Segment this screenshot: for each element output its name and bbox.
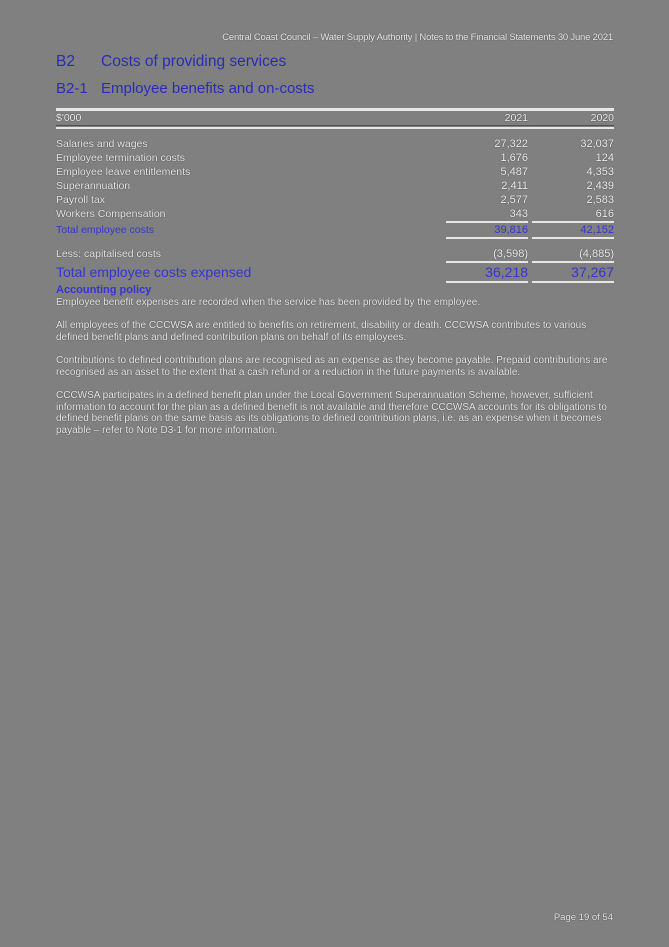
section-title: Costs of providing services <box>101 53 287 70</box>
accounting-policy <box>56 285 616 448</box>
table-row <box>56 179 614 193</box>
value-2020: 4,353 <box>586 166 614 178</box>
total-2021: 39,816 <box>494 224 528 236</box>
row-label: Payroll tax <box>56 194 106 206</box>
grand-total-2021: 36,218 <box>485 264 528 280</box>
policy-paragraph: CCCWSA participates in a defined benefit plan under the Local Government Superannuation Scheme, however, sufficient information to account for the plan as a defined benefit is not available and therefore CCCWSA accounts for its obligations to defined benefit plans on the same basis as its obligations to defined contribution plans, i.e. as an expense when it becomes payable – refer to Note D3-1 for more information. <box>56 390 607 436</box>
policy-paragraph: Employee benefit expenses are recorded when the service has been provided by the employee. <box>56 296 481 308</box>
section-heading <box>56 53 286 71</box>
grand-total-label: Total employee costs expensed <box>56 264 252 280</box>
value-2021: (3,598) <box>493 248 528 260</box>
row-label: Salaries and wages <box>56 138 148 150</box>
value-2020: 2,583 <box>586 194 614 206</box>
less-capitalised-row <box>56 247 614 261</box>
value-2020: 2,439 <box>586 180 614 192</box>
policy-paragraph: All employees of the CCCWSA are entitled to benefits on retirement, disability or death. CCCWSA contributes to various defined benefit plans and defined contribution plans on behalf of its employees. <box>56 320 587 343</box>
value-2021: 27,322 <box>494 138 528 150</box>
value-2021: 1,676 <box>500 152 528 164</box>
table-header-row <box>56 111 614 126</box>
subsection-heading <box>56 80 314 97</box>
table-row <box>56 193 614 207</box>
total-row <box>56 223 614 237</box>
value-2021: 2,411 <box>501 180 528 192</box>
grand-total-row <box>56 263 614 281</box>
value-2021: 343 <box>509 208 528 220</box>
policy-paragraph: Contributions to defined contribution plans are recognised as an expense as they become payable. Prepaid contributions are recognised as an asset to the extent that a cash refund or a reduction in the future payments is available. <box>56 355 608 378</box>
policy-title: Accounting policy <box>56 284 152 296</box>
value-2020: 32,037 <box>580 138 614 150</box>
total-label: Total employee costs <box>56 224 155 236</box>
row-label: Employee leave entitlements <box>56 166 191 178</box>
value-2020: (4,885) <box>579 248 614 260</box>
section-number: B2 <box>56 53 75 70</box>
page-number: Page 19 of 54 <box>553 912 613 923</box>
row-label: Less: capitalised costs <box>56 248 162 260</box>
table-row <box>56 165 614 179</box>
running-header: Central Coast Council – Water Supply Authority | Notes to the Financial Statements 30 June 2021 <box>222 32 613 43</box>
column-header-2020: 2020 <box>590 112 614 124</box>
total-2020: 42,152 <box>580 224 614 236</box>
value-2020: 616 <box>595 208 614 220</box>
table-row <box>56 137 614 151</box>
value-2020: 124 <box>595 152 614 164</box>
employee-costs-table <box>56 108 614 283</box>
table-row <box>56 207 614 221</box>
row-label: Employee termination costs <box>56 152 185 164</box>
grand-total-2020: 37,267 <box>571 264 614 280</box>
column-header-units: $'000 <box>56 112 82 124</box>
table-row <box>56 151 614 165</box>
column-header-2021: 2021 <box>504 112 528 124</box>
subsection-number: B2-1 <box>56 80 88 97</box>
value-2021: 5,487 <box>500 166 528 178</box>
row-label: Superannuation <box>56 180 131 192</box>
row-label: Workers Compensation <box>56 208 166 220</box>
grand-total-rule <box>56 281 614 283</box>
value-2021: 2,577 <box>500 194 528 206</box>
subsection-title: Employee benefits and on-costs <box>101 80 315 97</box>
